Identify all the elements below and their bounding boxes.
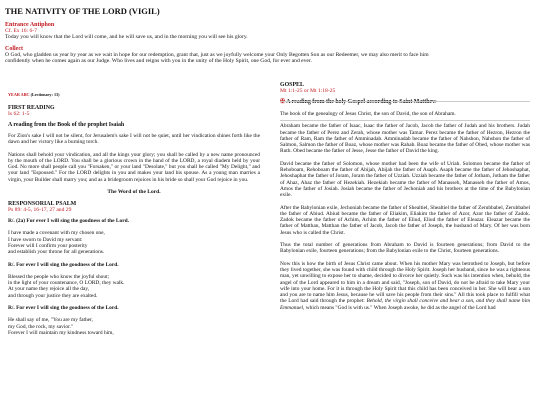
psalm-response: R/. (2a) For ever I will sing the goodness of the Lord.: [8, 218, 129, 225]
left-column: [8, 82, 260, 342]
psalm-stanza-2: [8, 274, 260, 299]
lectionary-number: (Lectionary: 13): [30, 92, 60, 97]
stanza-line: Forever will I confirm your posterity: [8, 242, 88, 249]
page-title: THE NATIVITY OF THE LORD (VIGIL): [5, 6, 160, 16]
stanza-line: I have made a covenant with my chosen one,: [8, 230, 105, 237]
year-cycle: YEAR ABC: [8, 92, 30, 97]
first-reading-paragraph-1: For Zion's sake I will not be silent, for Jerusalem's sake I will not be quiet, until her vindication shines forth like the dawn and her victory like a burning torch.: [8, 133, 260, 146]
first-reading-intro: A reading from the Book of the prophet Isaiah: [8, 122, 125, 128]
psalm-reference: Ps 89: 4-5, 16-17, 27 and 29: [8, 207, 72, 214]
entrance-antiphon: [5, 22, 535, 41]
gospel-paragraph-6-end: which means "God is with us." When Joseph awoke, he did as the angel of the Lord had: [305, 304, 496, 311]
gospel-paragraph-3: David became the father of Solomon, whose mother had been the wife of Uriah. Solomon became the father of Rehoboam, Rehoboam the father of Abijah, Abijah the father of Asaph. Asaph became the father of Jehoshaphat, Jehoshaphat the father of Joram, Joram the father of Uzziah. Uzziah became the father of Jotham, Jotham the father of Ahaz, Ahaz the father of Hezekiah. Hezekiah became the father of Manasseh, Manasseh the father of Amos, Amos the father of Josiah. Josiah became the father of Jechoniah and his brothers at the time of the Babylonian exile.: [280, 160, 530, 199]
antiphon-text: Today you will know that the Lord will come, and he will save us, and in the morning you will see his glory.: [5, 34, 248, 40]
right-column: [280, 82, 530, 317]
stanza-line: I have sworn to David my servant:: [8, 236, 83, 243]
stanza-line: Forever I will maintain my kindness toward him,: [8, 329, 114, 336]
psalm-stanza-3: [8, 317, 260, 336]
divider: [280, 101, 530, 102]
gospel-paragraph-5: Thus the total number of generations from Abraham to David is fourteen generations; from David to the Babylonian exile, fourteen generations; from the Babylonian exile to the Christ, fourteen generations.: [280, 242, 530, 255]
gospel-intro-text: A reading from the holy Gospel according to Saint Matthew: [286, 99, 437, 105]
stanza-line: and establish your throne for all generations.: [8, 249, 105, 256]
gospel-paragraph-6: [280, 261, 530, 311]
first-reading-heading: FIRST READING: [8, 105, 55, 111]
antiphon-heading: Entrance Antiphon: [5, 22, 55, 28]
readings-columns: [5, 82, 535, 405]
first-reading-reference: Is 62: 1-5: [8, 111, 30, 117]
divider: [280, 120, 530, 121]
first-reading-close: The Word of the Lord.: [107, 189, 161, 196]
psalm-stanza-1: [8, 230, 260, 255]
stanza-line: in the light of your countenance, O LORD, they walk.: [8, 280, 125, 287]
collect-text-line2: confidently when he comes again as our Judge. Who lives and reigns with you in the unity of the Holy Spirit, one God, for ever and ever.: [5, 58, 312, 65]
gospel-heading: GOSPEL: [280, 82, 304, 88]
prophecy-quote: Behold, the virgin shall conceive and bear a son, and they shall name him Emmanuel,: [280, 298, 530, 311]
first-reading-paragraph-2: Nations shall behold your vindication, and all the kings your glory; you shall be called by a new name pronounced by the mouth of the LORD. You shall be a glorious crown in the hand of the LORD, a royal diadem held by your God. No more shall people call you "Forsaken," or your land "Desolate," but you shall be called "My Delight," and your land "Espoused." For the LORD delights in you and makes your land his spouse. As a young man marries a virgin, your Builder shall marry you; and as a bridegroom rejoices in his bride so shall your God rejoice in you.: [8, 151, 260, 183]
cross-icon: ✠: [280, 99, 286, 105]
year-label: [8, 92, 260, 97]
gospel-reference: Mt 1:1-25 or Mt 1:18-25: [280, 88, 336, 94]
collect-heading: Collect: [5, 45, 23, 52]
antiphon-reference: Cf. Ex 16: 6-7: [5, 28, 38, 34]
stanza-line: At your name they rejoice all the day,: [8, 286, 90, 293]
psalm-heading: RESPONSORIAL PSALM: [8, 201, 77, 208]
gospel-paragraph-4: After the Babylonian exile, Jechoniah became the father of Shealtiel, Shealtiel the father of Zerubbabel, Zerubbabel the father of Abiud. Abiud became the father of Eliakim, Eliakim the father of Azor, Azor the father of Zadok. Zadok became the father of Achim, Achim the father of Eliud, Eliud the father of Eleazar. Eleazar became the father of Matthan, Matthan the father of Jacob, Jacob the father of Joseph, the husband of Mary. Of her was born Jesus who is called the Christ.: [280, 204, 530, 236]
page-header: [5, 6, 535, 70]
gospel-paragraph-1: The book of the genealogy of Jesus Christ, the son of David, the son of Abraham.: [280, 111, 456, 117]
collect-text-line1: O God, who gladden us year by year as we wait in hope for our redemption, grant that, just as we joyfully welcome your Only Begotten Son as our Redeemer, we may also merit to face him: [5, 51, 429, 58]
psalm-response-repeat: R/. For ever I will sing the goodness of the Lord.: [8, 305, 119, 312]
gospel-paragraph-2: Abraham became the father of Isaac, Isaac the father of Jacob, Jacob the father of Judah and his brothers. Judah became the father of Perez and Zerah, whose mother was Tamar. Perez became the father of Hezron, Hezron the father of Ram, Ram the father of Amminadab. Amminadab became the father of Nahshon, Nahshon the father of Salmon, Salmon the father of Boaz, whose mother was Rahab. Boaz became the father of Obed, whose mother was Ruth. Obed became the father of Jesse, Jesse the father of David the king.: [280, 123, 530, 155]
psalm-response-repeat: R/. For ever I will sing the goodness of the Lord.: [8, 261, 119, 268]
stanza-line: He shall say of me, "You are my father,: [8, 317, 93, 324]
stanza-line: and through your justice they are exalted.: [8, 292, 98, 299]
stanza-line: my God, the rock, my savior.": [8, 323, 74, 330]
stanza-line: Blessed the people who know the joyful shout;: [8, 273, 110, 280]
collect: [5, 46, 535, 65]
gospel-paragraph-6-text: Now this is how the birth of Jesus Christ came about. When his mother Mary was betrothed to Joseph, but before they lived together, she was found with child through the Holy Spirit. Joseph her husband, since he was a righteous man, yet unwilling to expose her to shame, decided to divorce her quietly. Such was his intention when, behold, the angel of the Lord appeared to him in a dream and said, "Joseph, son of David, do not be afraid to take Mary your wife into your home. For it is through the Holy Spirit that this child has been conceived in her. She will bear a son and you are to name him Jesus, because he will save his people from their sins." All this took place to fulfill what the Lord had said through the prophet:: [280, 260, 530, 305]
